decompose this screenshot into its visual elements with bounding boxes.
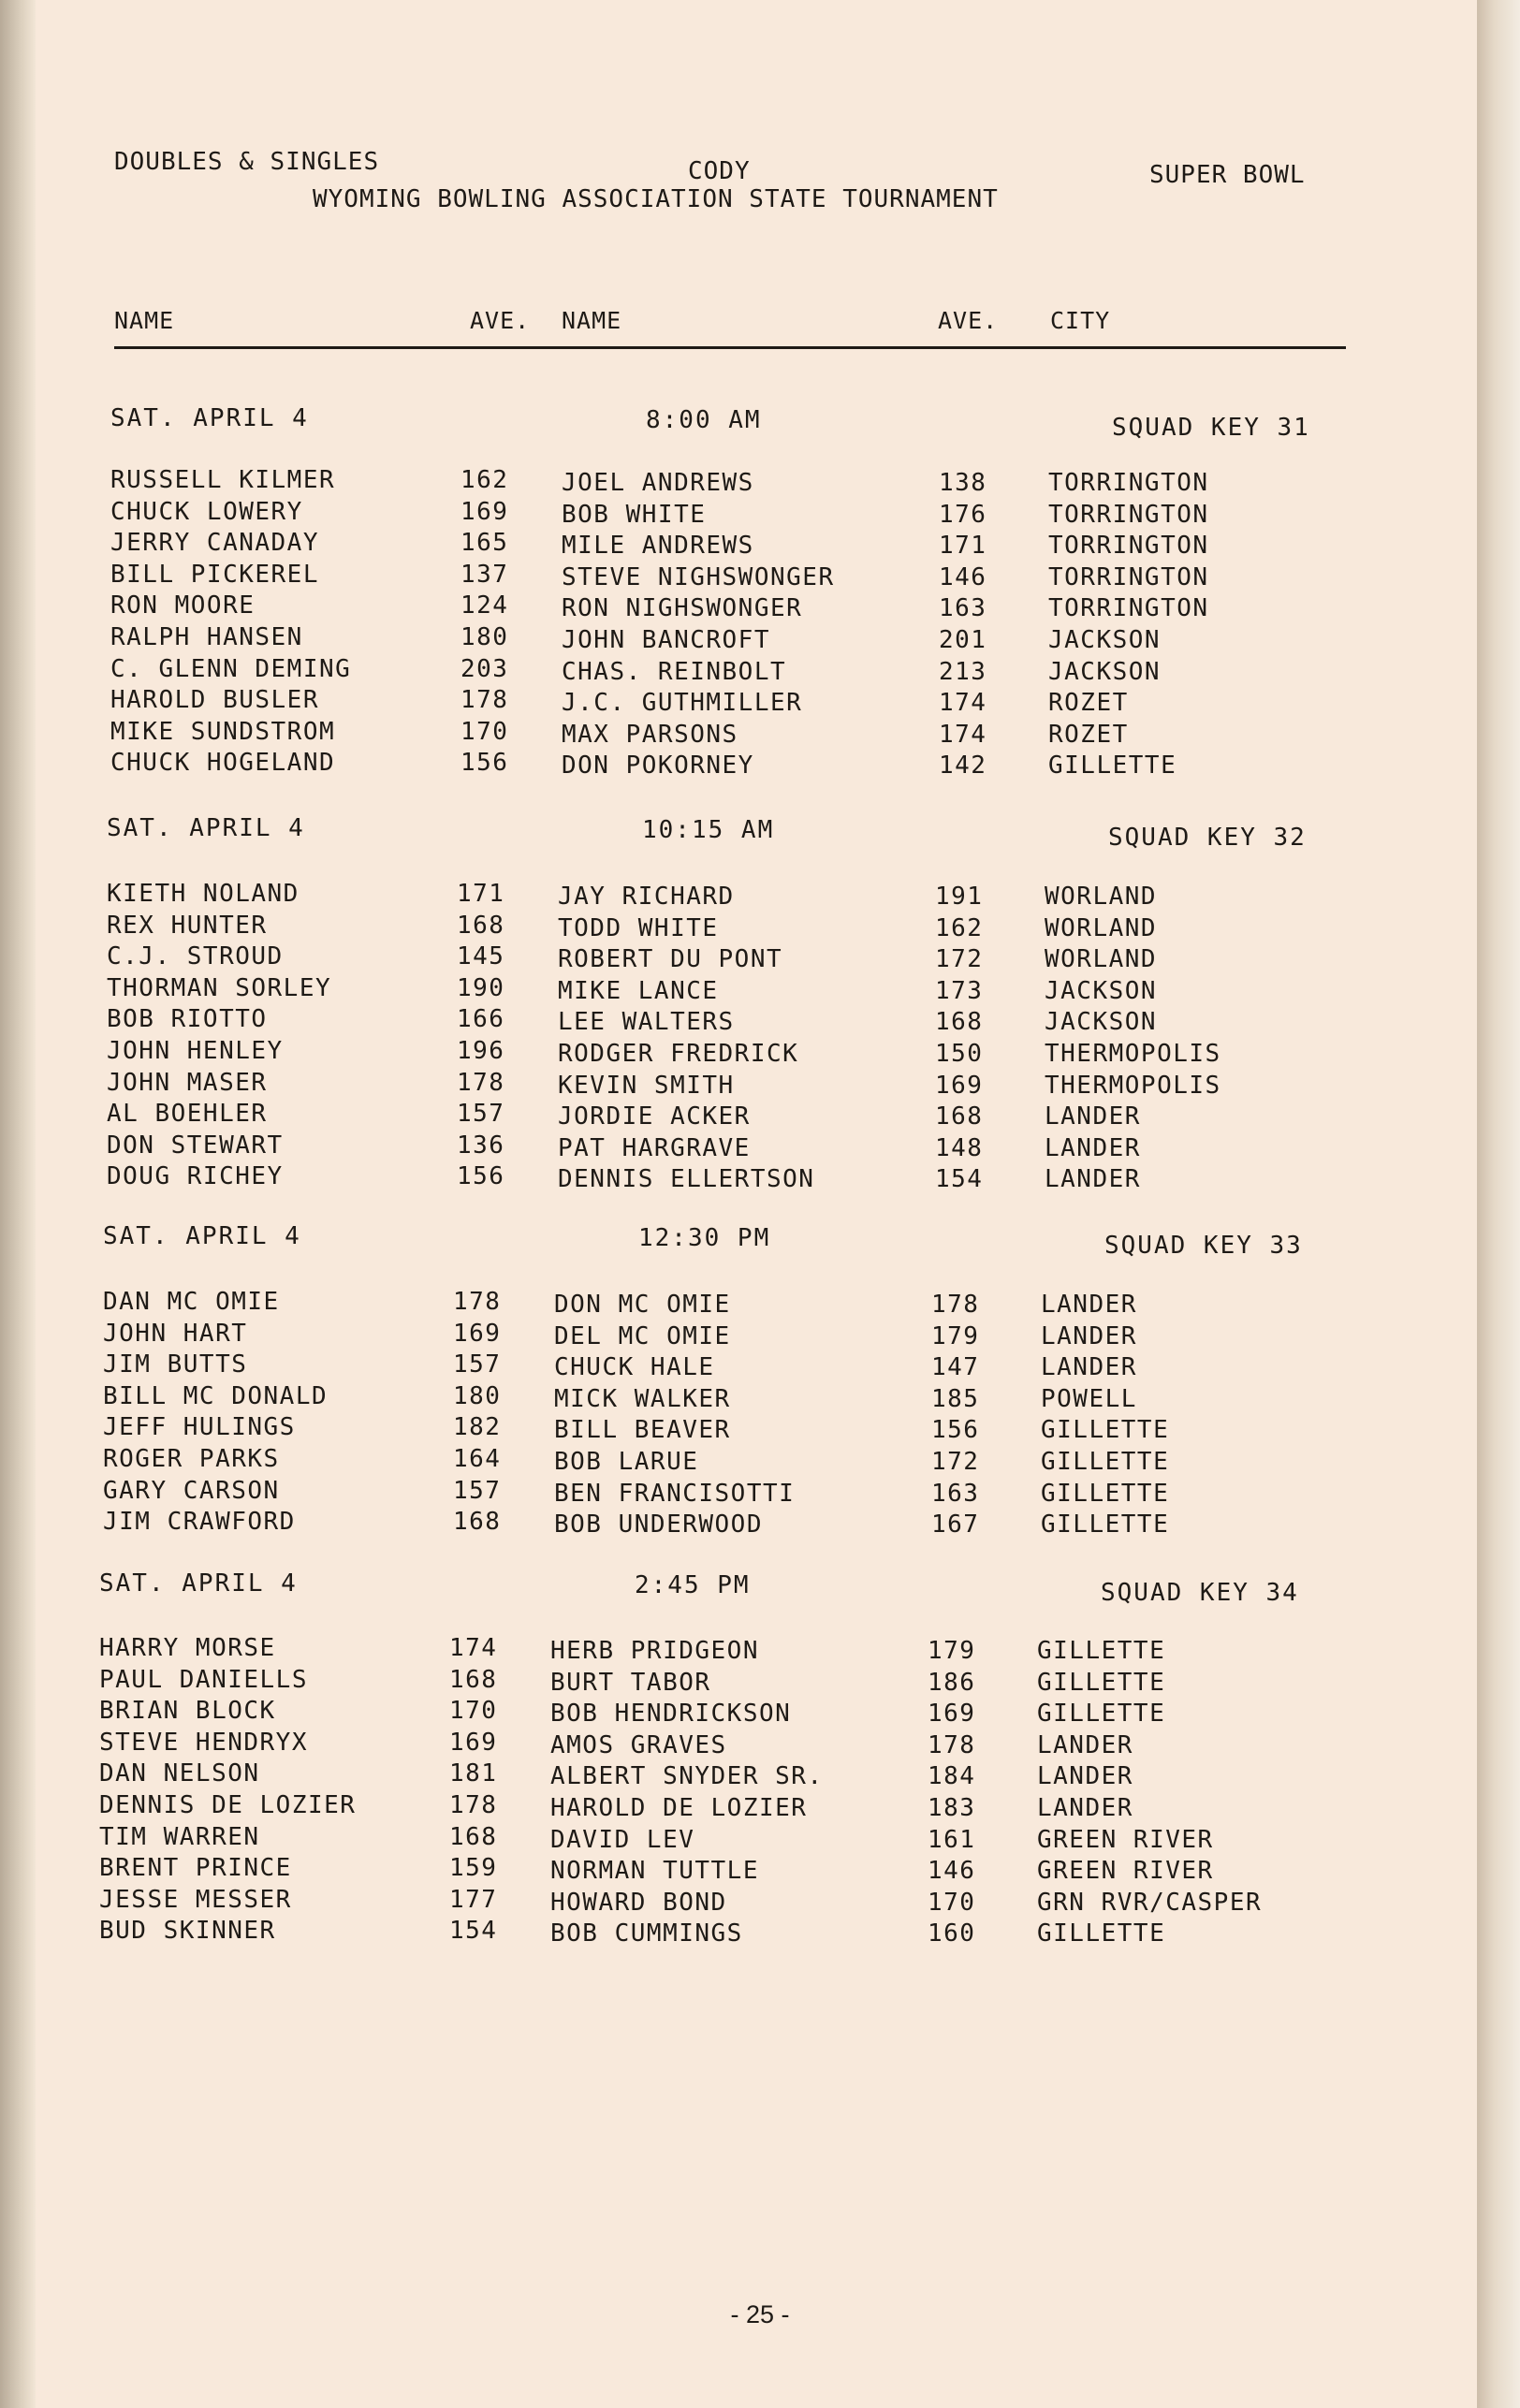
table-row (0, 1508, 1520, 1540)
bowler-average: 177 (449, 1885, 498, 1914)
table-row (0, 591, 1520, 623)
bowler-name: BILL PICKEREL (110, 560, 319, 589)
partner-name: DON POKORNEY (562, 752, 754, 781)
bowler-average: 178 (449, 1791, 498, 1819)
partner-average: 201 (939, 626, 987, 654)
bowler-average: 156 (457, 1162, 505, 1191)
partner-average: 138 (939, 469, 987, 497)
bowler-name: KIETH NOLAND (107, 880, 300, 908)
partner-name: ROBERT DU PONT (558, 945, 783, 974)
bowler-average: 145 (457, 942, 505, 971)
bowler-name: JEFF HULINGS (103, 1413, 296, 1442)
partner-name: BOB UNDERWOOD (554, 1510, 763, 1540)
partner-average: 179 (931, 1321, 980, 1350)
bowler-average: 166 (457, 1005, 505, 1034)
table-row (0, 1666, 1520, 1698)
bowler-average: 157 (453, 1350, 502, 1379)
bowler-average: 169 (460, 497, 509, 526)
bowler-average: 178 (457, 1068, 505, 1097)
team-city: TORRINGTON (1048, 594, 1209, 623)
partner-average: 185 (931, 1384, 980, 1413)
partner-name: CHAS. REINBOLT (562, 657, 787, 686)
team-city: GILLETTE (1048, 752, 1177, 781)
partner-average: 183 (928, 1794, 976, 1822)
column-average-1: AVE. (470, 307, 531, 334)
bowler-average: 181 (449, 1759, 498, 1788)
bowler-average: 203 (460, 654, 509, 683)
table-row (0, 1413, 1520, 1445)
table-row (0, 466, 1520, 498)
bowler-average: 159 (449, 1854, 498, 1883)
team-city: ROZET (1048, 689, 1129, 718)
partner-average: 162 (935, 913, 984, 942)
header-city: CODY (688, 157, 751, 185)
bowler-average: 178 (460, 686, 509, 715)
column-name-2: NAME (562, 307, 622, 334)
squad-time: 12:30 PM (638, 1224, 771, 1252)
bowler-average: 169 (449, 1728, 498, 1757)
team-city: GILLETTE (1041, 1479, 1170, 1508)
team-city: POWELL (1041, 1384, 1137, 1413)
table-row (0, 1854, 1520, 1886)
partner-name: PAT HARGRAVE (558, 1133, 751, 1162)
bowler-name: RALPH HANSEN (110, 623, 303, 651)
partner-name: KEVIN SMITH (558, 1071, 735, 1100)
team-city: THERMOPOLIS (1045, 1071, 1221, 1100)
bowler-average: 168 (457, 911, 505, 940)
bowler-average: 170 (449, 1697, 498, 1726)
bowler-average: 124 (460, 591, 509, 620)
table-row (0, 561, 1520, 592)
partner-average: 171 (939, 532, 987, 561)
squad-time: 2:45 PM (635, 1571, 751, 1599)
partner-average: 191 (935, 883, 984, 911)
team-city: GILLETTE (1041, 1510, 1170, 1540)
table-row (0, 1037, 1520, 1069)
partner-average: 154 (935, 1165, 984, 1194)
partner-average: 186 (928, 1668, 976, 1697)
team-city: GILLETTE (1037, 1919, 1166, 1948)
bowler-average: 171 (457, 880, 505, 908)
team-city: LANDER (1037, 1794, 1133, 1822)
partner-average: 150 (935, 1040, 984, 1068)
bowler-name: MIKE SUNDSTROM (110, 717, 336, 746)
team-city: GILLETTE (1037, 1637, 1166, 1665)
partner-name: BILL BEAVER (554, 1416, 731, 1445)
partner-average: 172 (931, 1448, 980, 1476)
bowler-name: BILL MC DONALD (103, 1381, 329, 1410)
partner-average: 178 (931, 1291, 980, 1319)
bowler-name: BRENT PRINCE (99, 1854, 292, 1883)
partner-name: MIKE LANCE (558, 976, 719, 1005)
column-header (114, 307, 1346, 349)
table-row (0, 498, 1520, 530)
bowler-average: 170 (460, 717, 509, 746)
header-tournament-title: WYOMING BOWLING ASSOCIATION STATE TOURNAMENT (313, 185, 999, 213)
squad-day: SAT. APRIL 4 (99, 1569, 298, 1598)
bowler-name: RUSSELL KILMER (110, 466, 336, 494)
bowler-average: 157 (457, 1100, 505, 1129)
bowler-name: JESSE MESSER (99, 1885, 292, 1914)
bowler-name: REX HUNTER (107, 911, 268, 940)
bowler-average: 164 (453, 1445, 502, 1473)
team-city: LANDER (1045, 1133, 1141, 1162)
table-row (0, 749, 1520, 781)
partner-name: HOWARD BOND (550, 1888, 727, 1917)
partner-name: NORMAN TUTTLE (550, 1857, 759, 1886)
table-row (0, 1131, 1520, 1163)
table-row (0, 529, 1520, 561)
table-row (0, 1005, 1520, 1037)
partner-average: 179 (928, 1637, 976, 1665)
partner-average: 160 (928, 1919, 976, 1948)
partner-average: 163 (931, 1479, 980, 1508)
partner-name: DAVID LEV (550, 1825, 695, 1854)
team-city: JACKSON (1048, 657, 1162, 686)
partner-name: STEVE NIGHSWONGER (562, 562, 835, 591)
page-number: - 25 - (730, 2300, 790, 2328)
partner-name: JOHN BANCROFT (562, 626, 770, 654)
bowler-name: BUD SKINNER (99, 1917, 276, 1946)
team-city: GREEN RIVER (1037, 1857, 1214, 1886)
team-city: WORLAND (1045, 883, 1158, 911)
bowler-name: JOHN HENLEY (107, 1037, 284, 1065)
table-row (0, 1759, 1520, 1791)
squad-time: 10:15 AM (642, 816, 775, 844)
bowler-name: GARY CARSON (103, 1476, 280, 1505)
bowler-name: C. GLENN DEMING (110, 654, 352, 683)
squad-day: SAT. APRIL 4 (107, 814, 305, 842)
partner-name: BOB WHITE (562, 500, 707, 529)
team-city: LANDER (1041, 1321, 1137, 1350)
table-row (0, 1477, 1520, 1509)
table-row (0, 942, 1520, 974)
table-row (0, 1162, 1520, 1194)
partner-average: 148 (935, 1133, 984, 1162)
bowler-name: RON MOORE (110, 591, 256, 620)
bowler-name: JERRY CANADAY (110, 529, 319, 558)
header-venue: SUPER BOWL (1149, 161, 1306, 189)
team-city: GILLETTE (1041, 1448, 1170, 1476)
partner-name: DON MC OMIE (554, 1291, 731, 1319)
partner-name: BURT TABOR (550, 1668, 711, 1697)
team-city: LANDER (1041, 1353, 1137, 1382)
bowler-name: ROGER PARKS (103, 1445, 280, 1473)
page-edge (1477, 0, 1520, 2408)
partner-name: TODD WHITE (558, 913, 719, 942)
bowler-name: AL BOEHLER (107, 1100, 268, 1129)
partner-average: 174 (939, 720, 987, 749)
table-row (0, 974, 1520, 1006)
bowler-name: DAN NELSON (99, 1759, 260, 1788)
bowler-name: STEVE HENDRYX (99, 1728, 308, 1757)
partner-average: 142 (939, 752, 987, 781)
bowler-average: 162 (460, 466, 509, 494)
bowler-name: DAN MC OMIE (103, 1288, 280, 1316)
table-row (0, 686, 1520, 718)
document-page (36, 0, 1477, 2408)
team-city: TORRINGTON (1048, 562, 1209, 591)
bowler-average: 156 (460, 749, 509, 778)
header-event-type: DOUBLES & SINGLES (114, 148, 380, 176)
bowler-name: JIM BUTTS (103, 1350, 248, 1379)
partner-name: RON NIGHSWONGER (562, 594, 803, 623)
bowler-average: 168 (453, 1508, 502, 1537)
partner-name: MILE ANDREWS (562, 532, 754, 561)
partner-average: 168 (935, 1008, 984, 1037)
bowler-name: PAUL DANIELLS (99, 1665, 308, 1694)
partner-average: 168 (935, 1102, 984, 1131)
team-city: THERMOPOLIS (1045, 1040, 1221, 1068)
bowler-average: 137 (460, 560, 509, 589)
team-city: ROZET (1048, 720, 1129, 749)
squad-time: 8:00 AM (646, 406, 762, 434)
partner-name: CHUCK HALE (554, 1353, 715, 1382)
table-row (0, 655, 1520, 687)
bowler-average: 174 (449, 1634, 498, 1662)
table-row (0, 623, 1520, 655)
team-city: LANDER (1045, 1102, 1141, 1131)
table-row (0, 1729, 1520, 1760)
bowler-name: JOHN MASER (107, 1068, 268, 1097)
team-city: TORRINGTON (1048, 469, 1209, 497)
partner-average: 146 (939, 562, 987, 591)
table-row (0, 1445, 1520, 1477)
partner-name: JAY RICHARD (558, 883, 735, 911)
team-city: GILLETTE (1037, 1668, 1166, 1697)
bowler-name: BOB RIOTTO (107, 1005, 268, 1034)
table-row (0, 880, 1520, 912)
table-row (0, 1288, 1520, 1320)
partner-name: DENNIS ELLERTSON (558, 1165, 815, 1194)
bowler-name: DOUG RICHEY (107, 1162, 284, 1191)
bowler-name: BRIAN BLOCK (99, 1697, 276, 1726)
partner-average: 146 (928, 1857, 976, 1886)
partner-average: 174 (939, 689, 987, 718)
bowler-name: CHUCK HOGELAND (110, 749, 336, 778)
bowler-name: DON STEWART (107, 1131, 284, 1160)
table-row (0, 1320, 1520, 1351)
partner-average: 161 (928, 1825, 976, 1854)
team-city: LANDER (1041, 1291, 1137, 1319)
bowler-average: 182 (453, 1413, 502, 1442)
team-city: TORRINGTON (1048, 500, 1209, 529)
bowler-name: JIM CRAWFORD (103, 1508, 296, 1537)
partner-average: 170 (928, 1888, 976, 1917)
partner-name: DEL MC OMIE (554, 1321, 731, 1350)
table-row (0, 1382, 1520, 1414)
team-city: LANDER (1037, 1762, 1133, 1791)
team-city: LANDER (1045, 1165, 1141, 1194)
partner-name: RODGER FREDRICK (558, 1040, 799, 1068)
partner-name: BOB HENDRICKSON (550, 1700, 792, 1729)
book-spine (0, 0, 36, 2408)
table-row (0, 1823, 1520, 1855)
partner-name: BOB LARUE (554, 1448, 699, 1476)
bowler-average: 136 (457, 1131, 505, 1160)
bowler-average: 157 (453, 1476, 502, 1505)
partner-average: 163 (939, 594, 987, 623)
bowler-average: 154 (449, 1917, 498, 1946)
partner-name: HERB PRIDGEON (550, 1637, 759, 1665)
bowler-average: 190 (457, 973, 505, 1002)
team-city: GRN RVR/CASPER (1037, 1888, 1263, 1917)
team-city: GILLETTE (1037, 1700, 1166, 1729)
partner-average: 169 (928, 1700, 976, 1729)
partner-name: MAX PARSONS (562, 720, 738, 749)
team-city: JACKSON (1045, 976, 1158, 1005)
partner-average: 178 (928, 1730, 976, 1759)
table-row (0, 718, 1520, 750)
partner-name: JOEL ANDREWS (562, 469, 754, 497)
bowler-name: THORMAN SORLEY (107, 973, 332, 1002)
team-city: LANDER (1037, 1730, 1133, 1759)
bowler-average: 165 (460, 529, 509, 558)
column-average-2: AVE. (938, 307, 999, 334)
team-city: GREEN RIVER (1037, 1825, 1214, 1854)
bowler-name: CHUCK LOWERY (110, 497, 303, 526)
partner-average: 176 (939, 500, 987, 529)
partner-name: BEN FRANCISOTTI (554, 1479, 796, 1508)
partner-average: 156 (931, 1416, 980, 1445)
table-row (0, 1100, 1520, 1131)
partner-average: 184 (928, 1762, 976, 1791)
partner-name: BOB CUMMINGS (550, 1919, 743, 1948)
bowler-name: C.J. STROUD (107, 942, 284, 971)
bowler-name: HAROLD BUSLER (110, 686, 319, 715)
partner-average: 173 (935, 976, 984, 1005)
squad-key: SQUAD KEY 32 (1108, 824, 1307, 852)
column-city: CITY (1050, 307, 1111, 334)
bowler-average: 168 (449, 1822, 498, 1851)
squad-key: SQUAD KEY 33 (1104, 1232, 1303, 1260)
squad-day: SAT. APRIL 4 (110, 404, 309, 432)
partner-name: AMOS GRAVES (550, 1730, 727, 1759)
squad-day: SAT. APRIL 4 (103, 1222, 301, 1250)
table-row (0, 1350, 1520, 1382)
table-row (0, 1791, 1520, 1823)
column-name-1: NAME (114, 307, 175, 334)
team-city: GILLETTE (1041, 1416, 1170, 1445)
partner-average: 147 (931, 1353, 980, 1382)
table-row (0, 1917, 1520, 1948)
partner-average: 213 (939, 657, 987, 686)
bowler-average: 196 (457, 1037, 505, 1065)
partner-name: HAROLD DE LOZIER (550, 1794, 808, 1822)
bowler-average: 169 (453, 1319, 502, 1348)
bowler-average: 178 (453, 1288, 502, 1316)
team-city: TORRINGTON (1048, 532, 1209, 561)
bowler-name: DENNIS DE LOZIER (99, 1791, 357, 1819)
squad-key: SQUAD KEY 34 (1101, 1579, 1299, 1607)
team-city: WORLAND (1045, 945, 1158, 974)
squad-key: SQUAD KEY 31 (1112, 414, 1310, 442)
bowler-average: 168 (449, 1665, 498, 1694)
partner-name: JORDIE ACKER (558, 1102, 751, 1131)
table-row (0, 1886, 1520, 1918)
team-city: JACKSON (1048, 626, 1162, 654)
partner-average: 167 (931, 1510, 980, 1540)
bowler-average: 180 (460, 623, 509, 651)
partner-average: 169 (935, 1071, 984, 1100)
partner-name: LEE WALTERS (558, 1008, 735, 1037)
table-row (0, 1634, 1520, 1666)
partner-name: J.C. GUTHMILLER (562, 689, 803, 718)
partner-name: MICK WALKER (554, 1384, 731, 1413)
team-city: JACKSON (1045, 1008, 1158, 1037)
table-row (0, 1697, 1520, 1729)
partner-average: 172 (935, 945, 984, 974)
partner-name: ALBERT SNYDER SR. (550, 1762, 824, 1791)
bowler-name: HARRY MORSE (99, 1634, 276, 1662)
table-row (0, 912, 1520, 943)
bowler-name: JOHN HART (103, 1319, 248, 1348)
bowler-name: TIM WARREN (99, 1822, 260, 1851)
team-city: WORLAND (1045, 913, 1158, 942)
table-row (0, 1069, 1520, 1101)
bowler-average: 180 (453, 1381, 502, 1410)
